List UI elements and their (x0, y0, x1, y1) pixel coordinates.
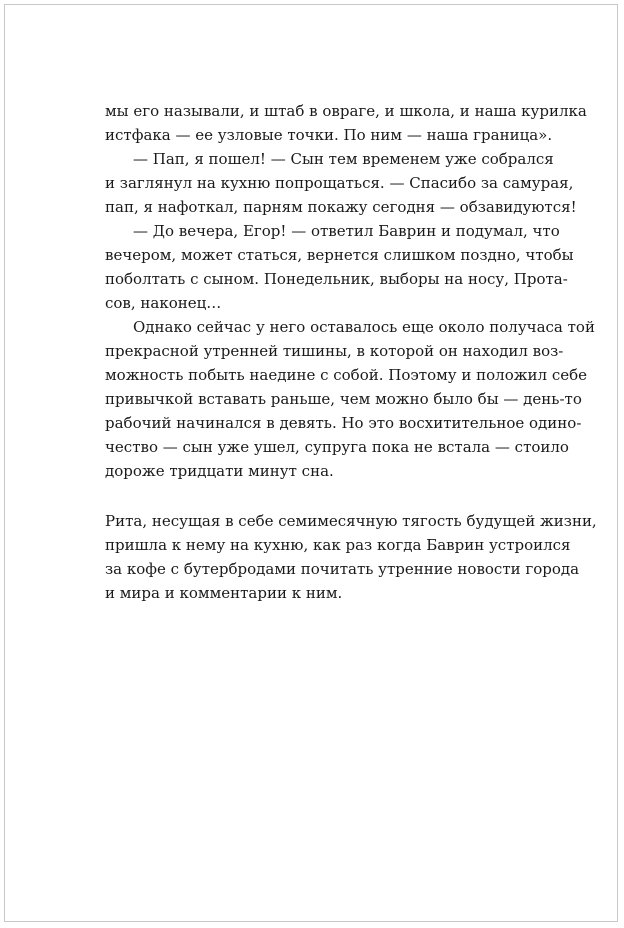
text-line: — До вечера, Егор! — ответил Баврин и подумал, что (133, 222, 560, 240)
text-line: пришла к нему на кухню, как раз когда Баврин устроился (105, 536, 571, 554)
text-line: — Пап, я пошел! — Сын тем временем уже собрался (133, 150, 554, 168)
paragraph-3 (105, 219, 574, 315)
text-line: за кофе с бутербродами почитать утренние новости города (105, 560, 580, 578)
text-line: Однако сейчас у него оставалось еще около получаса той (133, 318, 595, 336)
text-line: и заглянул на кухню попрощаться. — Спасибо за самурая, (105, 174, 574, 192)
paragraph-4 (105, 315, 595, 483)
text-line: поболтать с сыном. Понедельник, выборы на носу, Прота- (105, 270, 568, 288)
text-line: вечером, может статься, вернется слишком поздно, чтобы (105, 246, 574, 264)
paragraph-5 (105, 509, 597, 605)
text-line: прекрасной утренней тишины, в которой он находил воз- (105, 342, 564, 360)
text-line: сов, наконец… (105, 294, 222, 312)
section-break (105, 483, 543, 509)
text-line: истфака — ее узловые точки. По ним — наша граница». (105, 126, 553, 144)
text-line: мы его называли, и штаб в овраге, и школа, и наша курилка (105, 102, 587, 120)
text-line: можность побыть наедине с собой. Поэтому и положил себе (105, 366, 588, 384)
book-page (4, 4, 618, 922)
paragraph-1 (105, 99, 587, 147)
paragraph-2 (105, 147, 577, 219)
text-line: и мира и комментарии к ним. (105, 584, 343, 602)
text-line: пап, я нафоткал, парням покажу сегодня — обзавидуются! (105, 198, 577, 216)
text-line: Рита, несущая в себе семимесячную тягость будущей жизни, (105, 512, 597, 530)
text-line: чество — сын уже ушел, супруга пока не встала — стоило (105, 438, 569, 456)
text-line: привычкой вставать раньше, чем можно было бы — день-то (105, 390, 582, 408)
text-line: рабочий начинался в девять. Но это восхитительное одино- (105, 414, 582, 432)
page-text (105, 99, 597, 605)
text-line: дороже тридцати минут сна. (105, 462, 334, 480)
